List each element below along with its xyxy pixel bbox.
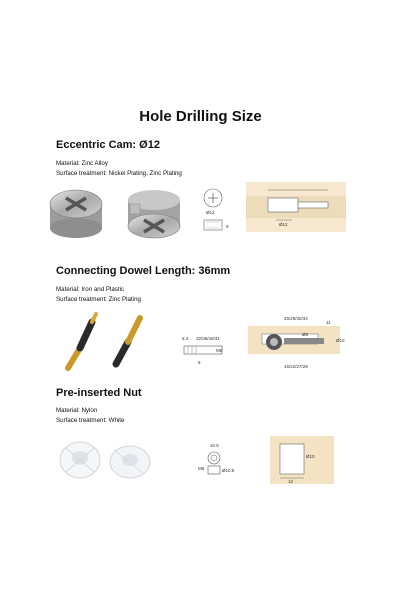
dim-label: Ø8 [302,332,309,337]
dim-label: 25/28/30/34 [284,316,308,321]
surface-treatment-text: Surface treatment: Nickel Plating, Zinc Plating [56,170,182,177]
dim-label: Ø12 [279,222,288,227]
dim-label: 8 [198,360,201,365]
section-heading-connecting-dowel: Connecting Dowel Length: 36mm [56,265,231,277]
material-text: Material: Iron and Plastic [56,286,125,293]
section-heading-eccentric-cam: Eccentric Cam: Ø12 [56,139,160,151]
dim-label: 6.3 [182,336,189,341]
dim-label: Ø10.5 [222,468,235,473]
dim-label: 12 [288,479,294,484]
pre-inserted-nut-photo [56,436,156,482]
dim-label: 9 [226,224,229,229]
dim-label: 15/22/27/29 [284,364,308,369]
pre-inserted-nut-installation-drawing [270,436,334,484]
dim-label: 32/36/40/41 [196,336,220,341]
dim-label: M6 [198,466,205,471]
eccentric-cam-photo [44,184,184,244]
connecting-dowel-drawing [180,332,226,372]
surface-treatment-text: Surface treatment: White [56,417,125,424]
material-text: Material: Nylon [56,407,98,414]
dim-label: Ø12 [206,210,215,215]
dim-label: 10.5 [210,443,219,448]
eccentric-cam-drawing [198,186,240,244]
dim-label: M6 [216,348,223,353]
dim-label: 11 [326,320,331,325]
connecting-dowel-installation-drawing [244,312,350,374]
section-heading-pre-inserted-nut: Pre-inserted Nut [56,387,142,399]
page-title: Hole Drilling Size [139,108,262,125]
material-text: Material: Zinc Alloy [56,160,108,167]
dim-label: Ø10 [306,454,315,459]
eccentric-cam-installation-drawing [246,182,346,232]
connecting-dowel-photo [58,308,168,374]
surface-treatment-text: Surface treatment: Zinc Plating [56,296,141,303]
dim-label: Ø10 [336,338,345,343]
pre-inserted-nut-drawing [196,440,244,480]
